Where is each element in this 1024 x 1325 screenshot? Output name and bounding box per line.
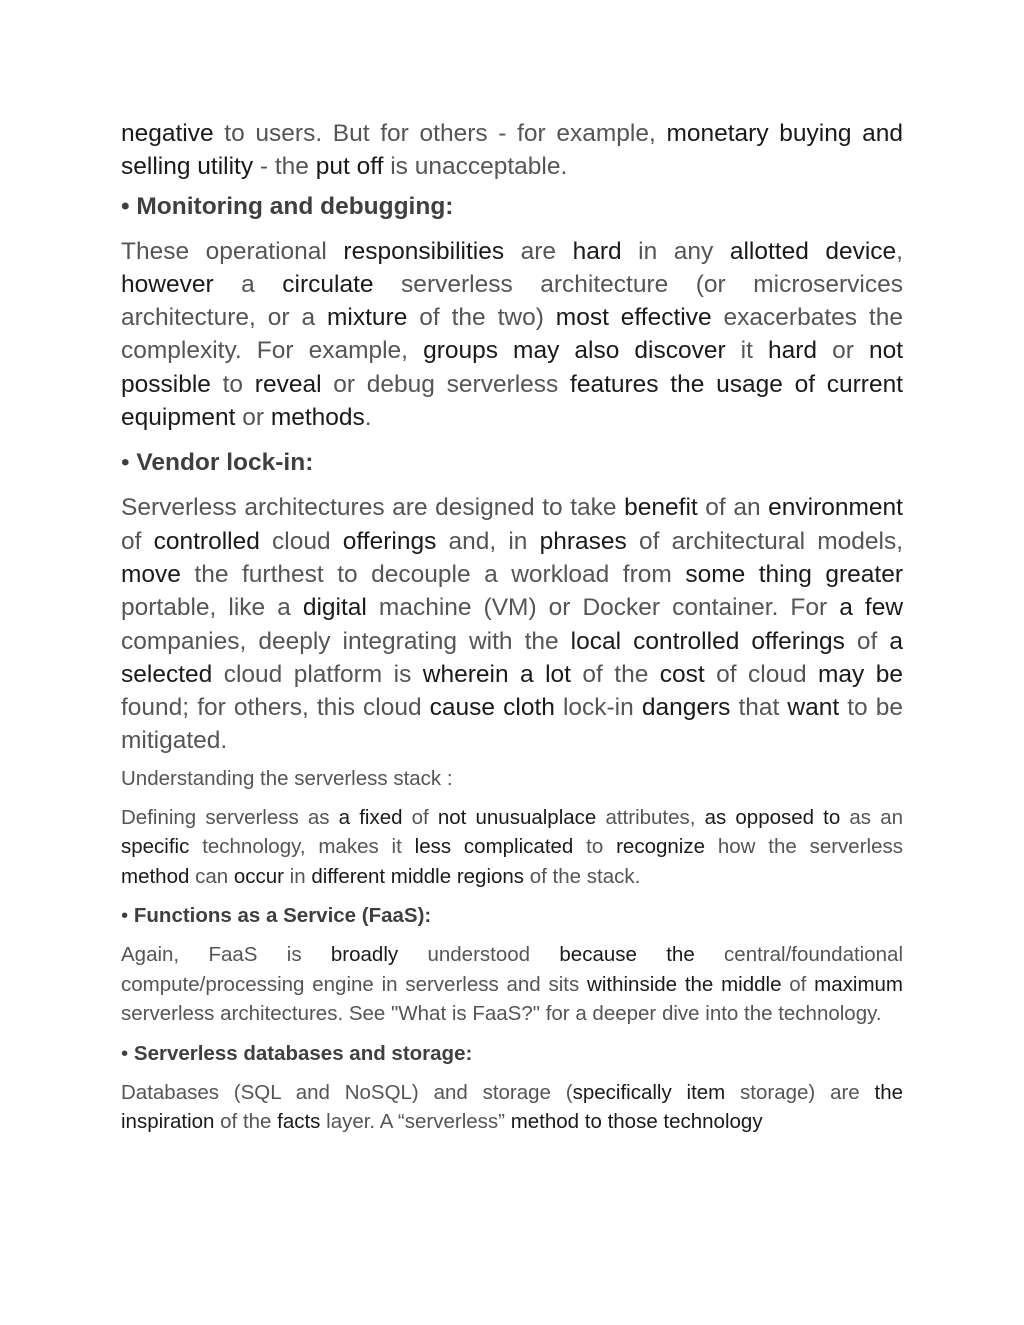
- text-run: and, in: [436, 527, 540, 555]
- emphasized-phrase: not possible: [121, 337, 903, 398]
- text-run: of: [781, 972, 815, 996]
- emphasized-phrase: monetary buying and selling utility: [121, 120, 903, 181]
- emphasized-phrase: negative: [121, 120, 214, 147]
- heading-vendor-lock-in: [121, 446, 903, 479]
- emphasized-phrase: features the usage of current equipment: [121, 370, 903, 432]
- emphasized-phrase: method: [121, 864, 190, 888]
- emphasized-phrase: hard: [572, 237, 622, 265]
- text-run: Again, FaaS is: [121, 943, 331, 967]
- text-run: of architectural models,: [626, 527, 903, 555]
- subheading-understanding-stack: Understanding the serverless stack :: [121, 766, 453, 790]
- text-run: of the stack.: [524, 864, 641, 888]
- emphasized-phrase: may be: [818, 660, 903, 688]
- emphasized-phrase: method to those technology: [510, 1110, 763, 1134]
- text-run: cloud platform is: [212, 660, 423, 688]
- text-run: to: [210, 370, 255, 398]
- text-run: Defining serverless as: [121, 805, 339, 829]
- emphasized-phrase: environment: [768, 494, 903, 522]
- emphasized-phrase: facts: [277, 1110, 321, 1134]
- text-run: of: [844, 627, 890, 655]
- emphasized-phrase: methods: [270, 404, 365, 432]
- emphasized-phrase: a selected: [121, 627, 904, 688]
- emphasized-phrase: because the: [559, 943, 695, 967]
- emphasized-phrase: withinside the middle: [587, 972, 782, 996]
- text-run: can: [189, 864, 234, 888]
- emphasized-phrase: some thing greater: [685, 560, 903, 588]
- emphasized-phrase: not unusualplace: [437, 805, 597, 829]
- text-run: in: [283, 864, 312, 888]
- text-run: of cloud: [704, 660, 819, 688]
- text-run: These operational: [121, 237, 344, 265]
- text-run: serverless architecture (or microservices architecture, or a: [121, 270, 903, 332]
- emphasized-phrase: a few: [839, 594, 904, 622]
- emphasized-phrase: most effective: [555, 304, 712, 332]
- text-run: machine (VM) or Docker container. For: [366, 594, 840, 622]
- text-run: the furthest to decouple a workload from: [180, 560, 686, 588]
- paragraph-monitoring: [121, 235, 903, 435]
- text-run: companies, deeply integrating with the: [121, 627, 571, 655]
- text-run: or: [235, 404, 271, 432]
- heading-text: Functions as a Service (FaaS):: [133, 904, 432, 928]
- emphasized-phrase: as opposed to: [704, 805, 841, 829]
- emphasized-phrase: controlled: [153, 527, 260, 555]
- emphasized-phrase: move: [121, 560, 181, 588]
- paragraph-defining-serverless: [121, 803, 903, 892]
- emphasized-phrase: cost: [659, 660, 705, 688]
- text-run: as an: [840, 805, 903, 829]
- text-run: serverless architectures. See "What is FaaS?" for a deeper dive into the technology.: [121, 1002, 882, 1026]
- text-run: understood: [398, 943, 560, 967]
- emphasized-phrase: phrases: [539, 527, 627, 555]
- emphasized-phrase: local controlled offerings: [570, 627, 845, 655]
- emphasized-phrase: groups may also discover: [423, 337, 726, 365]
- emphasized-phrase: broadly: [330, 943, 399, 967]
- text-run: .: [364, 404, 372, 432]
- document-body: [121, 117, 903, 1137]
- heading-faas: [121, 901, 903, 930]
- text-run: that: [730, 694, 788, 722]
- emphasized-phrase: responsibilities: [343, 237, 505, 265]
- paragraph-intro-end: [121, 117, 903, 184]
- bullet: •: [121, 449, 130, 477]
- text-run: to be mitigated.: [121, 694, 903, 755]
- emphasized-phrase: circulate: [282, 270, 374, 298]
- emphasized-phrase: less complicated: [414, 835, 574, 859]
- heading-text: Monitoring and debugging:: [136, 192, 454, 220]
- text-run: of: [402, 805, 438, 829]
- emphasized-phrase: want: [787, 694, 840, 722]
- emphasized-phrase: however: [121, 270, 214, 298]
- text-run: how the serverless: [704, 835, 903, 859]
- emphasized-phrase: different middle regions: [311, 864, 525, 888]
- emphasized-phrase: a fixed: [338, 805, 403, 829]
- text-run: or debug serverless: [321, 370, 571, 398]
- heading-text: Serverless databases and storage:: [133, 1041, 473, 1065]
- emphasized-phrase: put off: [315, 153, 384, 181]
- bullet: •: [121, 904, 129, 928]
- emphasized-phrase: offerings: [342, 527, 437, 555]
- heading-monitoring-debugging: [121, 190, 903, 223]
- text-run: Serverless architectures are designed to take: [121, 494, 625, 522]
- emphasized-phrase: occur: [233, 864, 284, 888]
- paragraph-vendor-lock-in: [121, 491, 903, 757]
- emphasized-phrase: allotted device: [729, 237, 897, 265]
- emphasized-phrase: recognize: [616, 835, 705, 859]
- emphasized-phrase: specific: [121, 835, 190, 859]
- emphasized-phrase: hard: [767, 337, 818, 365]
- text-run: portable, like a: [121, 594, 303, 622]
- text-run: central/foundational compute/processing engine in serverless and sits: [121, 943, 903, 996]
- emphasized-phrase: dangers: [641, 694, 731, 722]
- emphasized-phrase: the inspiration: [121, 1080, 903, 1134]
- text-run: storage) are: [725, 1080, 875, 1104]
- text-run: technology, makes it: [189, 835, 415, 859]
- text-run: of an: [697, 494, 769, 522]
- text-run: to: [573, 835, 617, 859]
- emphasized-phrase: reveal: [254, 370, 322, 398]
- emphasized-phrase: cause cloth: [429, 694, 555, 722]
- text-run: found; for others, this cloud: [121, 694, 430, 722]
- emphasized-phrase: maximum: [814, 972, 904, 996]
- heading-text: Vendor lock-in:: [136, 449, 314, 477]
- text-run: of: [121, 527, 154, 555]
- heading-databases-storage: [121, 1039, 903, 1068]
- text-run: of the: [570, 660, 660, 688]
- text-run: lock-in: [554, 694, 642, 722]
- text-run: is unacceptable.: [383, 153, 568, 181]
- text-run: are: [504, 237, 573, 265]
- emphasized-phrase: wherein a lot: [422, 660, 571, 688]
- text-run: in any: [621, 237, 730, 265]
- text-run: layer. A “serverless”: [320, 1110, 511, 1134]
- text-run: - the: [253, 153, 316, 181]
- text-run: exacerbates the complexity. For example,: [121, 304, 903, 365]
- paragraph-databases: [121, 1078, 903, 1137]
- text-run: or: [817, 337, 869, 365]
- text-run: it: [725, 337, 768, 365]
- emphasized-phrase: digital: [302, 594, 367, 622]
- emphasized-phrase: specifically item: [572, 1080, 726, 1104]
- bullet: •: [121, 1041, 129, 1065]
- text-run: attributes,: [596, 805, 705, 829]
- text-run: ,: [896, 237, 903, 265]
- text-run: cloud: [259, 527, 343, 555]
- emphasized-phrase: benefit: [624, 494, 698, 522]
- text-run: a: [213, 270, 283, 298]
- text-run: Databases (SQL and NoSQL) and storage (: [121, 1080, 573, 1104]
- text-run: to users. But for others - for example,: [213, 120, 667, 147]
- text-run: of the: [214, 1110, 278, 1134]
- bullet: •: [121, 192, 130, 220]
- emphasized-phrase: mixture: [327, 304, 408, 332]
- paragraph-faas: [121, 940, 903, 1029]
- text-run: of the two): [407, 304, 556, 332]
